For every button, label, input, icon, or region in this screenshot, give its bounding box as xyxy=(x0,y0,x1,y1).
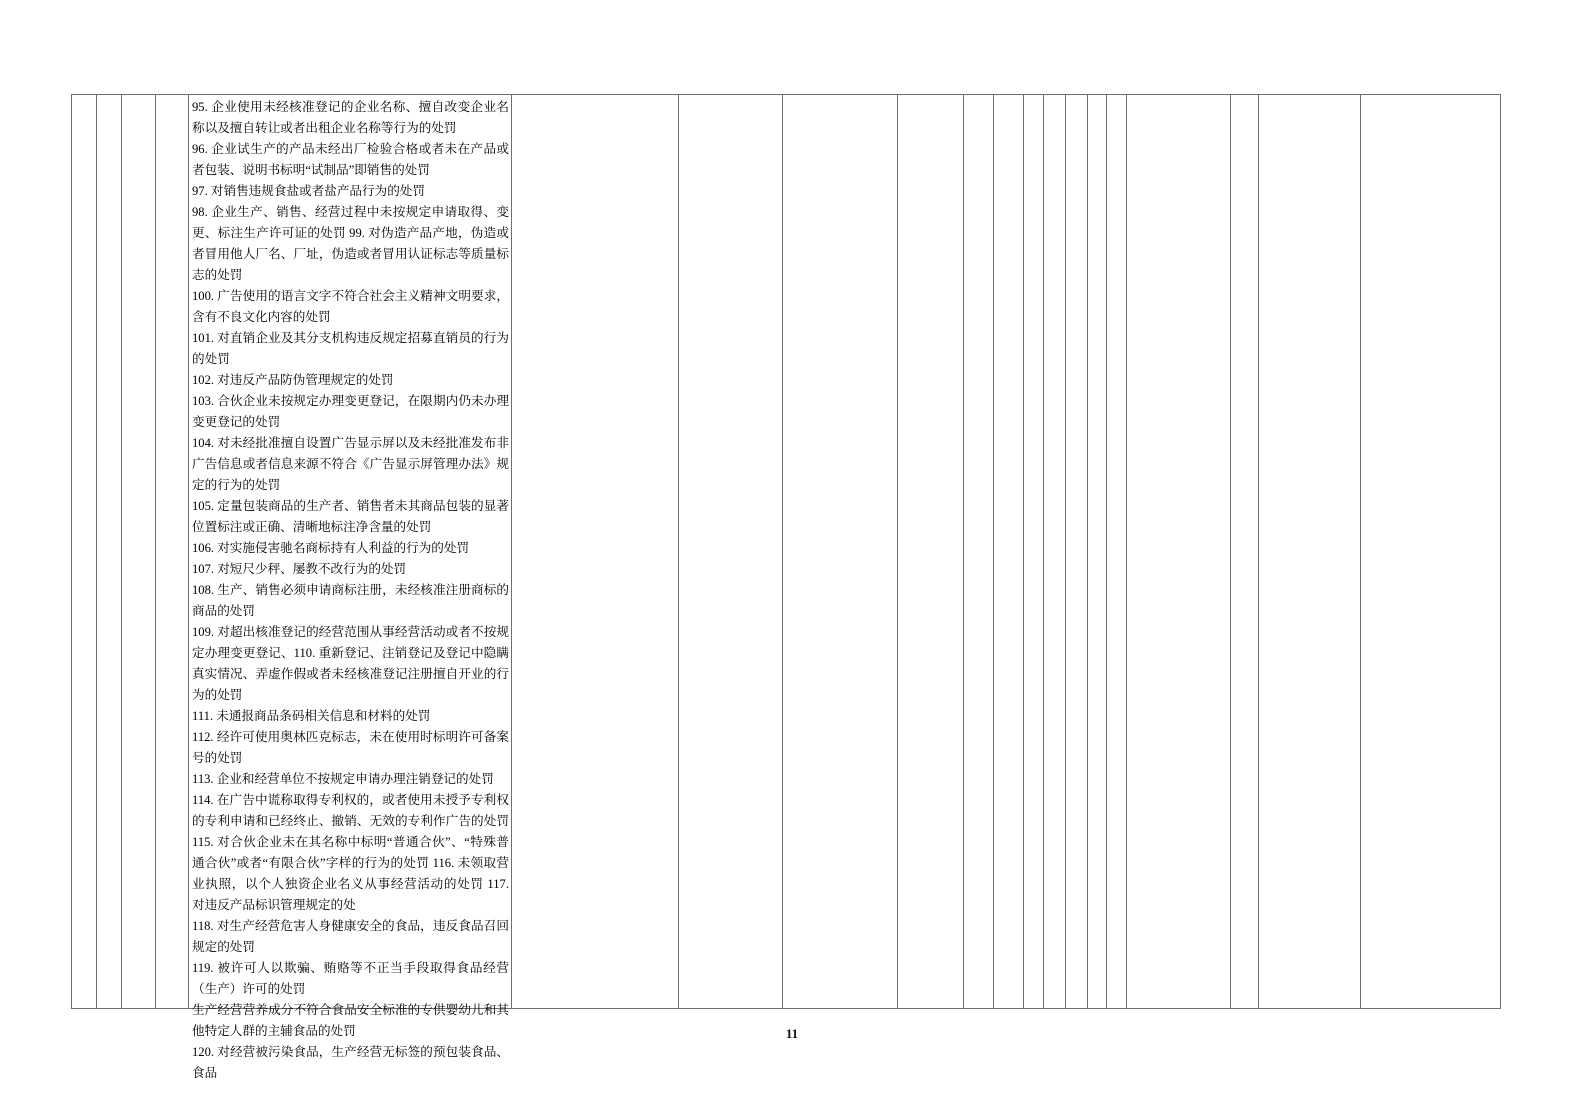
penalty-item: 108. 生产、销售必须申请商标注册，未经核准注册商标的商品的处罚 xyxy=(192,583,509,618)
penalty-item: 118. 对生产经营危害人身健康安全的食品，违反食品召回规定的处罚 xyxy=(192,919,509,954)
table-column-7 xyxy=(679,95,783,1008)
table-column-11 xyxy=(994,95,1024,1008)
penalty-item: 104. 对未经批准擅自设置广告显示屏以及未经批准发布非广告信息或者信息来源不符合《广告显示屏管理办法》规定的行为的处罚 xyxy=(192,436,509,492)
penalty-item: 113. 企业和经营单位不按规定申请办理注销登记的处罚 xyxy=(192,772,494,786)
penalty-item: 120. 对经营被污染食品，生产经营无标签的预包装食品、食品 xyxy=(192,1045,509,1080)
penalty-item: 101. 对直销企业及其分支机构违反规定招募直销员的行为的处罚 xyxy=(192,331,509,366)
penalty-item: 98. 企业生产、销售、经营过程中未按规定申请取得、变更、标注生产许可证的处罚 99. 对伪造产品产地，伪造或者冒用他人厂名、厂址，伪造或者冒用认证标志等质量标志的处罚 xyxy=(192,205,509,282)
table-column-20 xyxy=(1361,95,1500,1008)
penalty-item: 119. 被许可人以欺骗、贿赂等不正当手段取得食品经营（生产）许可的处罚 xyxy=(192,961,509,996)
penalty-item: 106. 对实施侵害驰名商标持有人利益的行为的处罚 xyxy=(192,541,470,555)
penalty-item: 生产经营营养成分不符合食品安全标准的专供婴幼儿和其他特定人群的主辅食品的处罚 xyxy=(192,1003,509,1038)
table-column-16 xyxy=(1107,95,1127,1008)
penalty-item: 107. 对短尺少秤、屡教不改行为的处罚 xyxy=(192,562,407,576)
penalty-item: 96. 企业试生产的产品未经出厂检验合格或者未在产品或者包装、说明书标明“试制品”即销售的处罚 xyxy=(192,142,509,177)
table-column-14 xyxy=(1066,95,1088,1008)
table-column-1 xyxy=(72,95,97,1008)
document-table xyxy=(71,94,1501,1080)
penalty-item: 112. 经许可使用奥林匹克标志，未在使用时标明许可备案号的处罚 xyxy=(192,730,509,765)
penalty-item: 102. 对违反产品防伪管理规定的处罚 xyxy=(192,373,394,387)
table-column-4 xyxy=(156,95,189,1008)
table-column-18 xyxy=(1231,95,1259,1008)
table-column-2 xyxy=(97,95,122,1008)
penalty-items-cell xyxy=(189,95,511,1080)
table-column-12 xyxy=(1024,95,1044,1008)
penalty-item: 105. 定量包装商品的生产者、销售者未其商品包装的显著位置标注或正确、清晰地标注净含量的处罚 xyxy=(192,499,509,534)
table-column-3 xyxy=(122,95,156,1008)
penalty-item: 109. 对超出核准登记的经营范围从事经营活动或者不按规定办理变更登记、110. 重新登记、注销登记及登记中隐瞒真实情况、弄虚作假或者未经核准登记注册擅自开业的行为的处罚 xyxy=(192,625,509,702)
penalty-item: 111. 未通报商品条码相关信息和材料的处罚 xyxy=(192,709,431,723)
table-column-10 xyxy=(964,95,994,1008)
penalty-item: 114. 在广告中谎称取得专利权的，或者使用未授予专利权的专利申请和已经终止、撤销、无效的专利作广告的处罚 115. 对合伙企业未在其名称中标明“普通合伙”、“特殊普通合伙”或者“有限合伙”字样的行为的处罚 116. 未领取营业执照，以个人独资企业名义从事经营活动的处罚 117. 对违反产品标识管理规定的处 xyxy=(192,793,509,912)
page-number: 11 xyxy=(785,1026,799,1041)
table-column-9 xyxy=(898,95,964,1008)
penalty-item: 95. 企业使用未经核准登记的企业名称、擅自改变企业名称以及擅自转让或者出租企业名称等行为的处罚 xyxy=(192,100,509,135)
table-column-19 xyxy=(1259,95,1361,1008)
table-column-penalty-items xyxy=(189,95,512,1080)
table-column-15 xyxy=(1088,95,1107,1008)
table-column-13 xyxy=(1044,95,1066,1008)
penalty-item: 97. 对销售违规食盐或者盐产品行为的处罚 xyxy=(192,184,425,198)
table-column-8 xyxy=(783,95,898,1008)
penalty-item: 100. 广告使用的语言文字不符合社会主义精神文明要求，含有不良文化内容的处罚 xyxy=(192,289,509,324)
table-column-17 xyxy=(1127,95,1231,1008)
penalty-item: 103. 合伙企业未按规定办理变更登记，在限期内仍未办理变更登记的处罚 xyxy=(192,394,509,429)
table-column-6 xyxy=(512,95,679,1008)
